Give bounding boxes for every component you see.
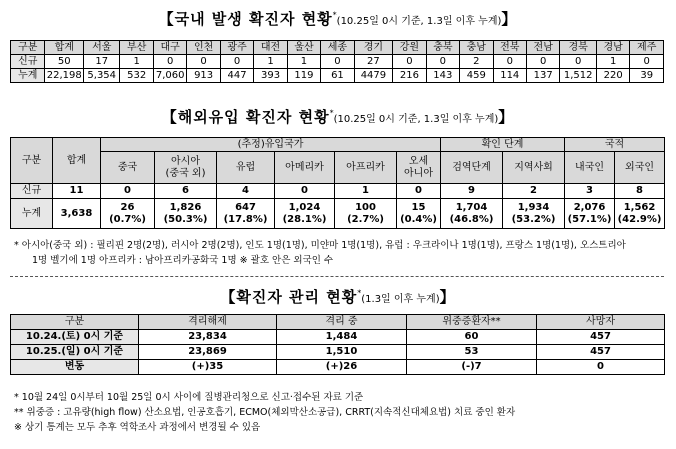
overseas-new-value: 2 <box>503 184 565 199</box>
overseas-sub-header-cell <box>217 152 275 184</box>
domestic-value-cell: 0 <box>220 55 253 69</box>
overseas-sub-header-cell <box>155 152 217 184</box>
management-value-cell: (+)26 <box>277 360 407 375</box>
overseas-new-value: 1 <box>335 184 397 199</box>
management-header-cell: 위중증환자** <box>407 315 537 330</box>
overseas-cumulative-cell <box>503 199 565 229</box>
domestic-cumulative-row <box>11 69 664 83</box>
domestic-value-cell: 1,512 <box>560 69 597 83</box>
management-value-cell: 0 <box>537 360 665 375</box>
domestic-value-cell: 0 <box>321 55 354 69</box>
overseas-sub-header-line-1: 검역단계 <box>452 161 491 173</box>
overseas-cumulative-value: 1,704 <box>455 202 488 213</box>
overseas-table <box>10 137 665 229</box>
management-row-1025 <box>11 345 665 360</box>
domestic-header-cell: 대구 <box>153 41 186 55</box>
overseas-cumulative-cell <box>397 199 441 229</box>
overseas-cumulative-cell <box>217 199 275 229</box>
management-title-text: 【확진자 관리 현황 <box>220 288 358 306</box>
domestic-header-cell: 강원 <box>393 41 426 55</box>
domestic-value-cell: 50 <box>45 55 84 69</box>
domestic-value-cell: 1 <box>596 55 629 69</box>
management-note-2: ** 위중증 : 고유량(high flow) 산소요법, 인공호흡기, ECMO(체외막산소공급), CRRT(지속적신대체요법) 치료 중인 환자 <box>14 407 516 418</box>
domestic-header-cell: 구분 <box>11 41 45 55</box>
domestic-title-end: 】 <box>501 10 518 28</box>
overseas-new-value: 0 <box>101 184 155 199</box>
overseas-sub-header-line-1: 지역사회 <box>514 161 553 173</box>
overseas-cumulative-percent: (17.8%) <box>223 213 268 225</box>
management-row-1024 <box>11 330 665 345</box>
overseas-sub-header-row <box>11 152 665 184</box>
domestic-header-cell: 인천 <box>187 41 220 55</box>
domestic-value-cell: 137 <box>526 69 559 83</box>
domestic-value-cell: 0 <box>493 55 526 69</box>
domestic-value-cell: 1 <box>287 55 320 69</box>
overseas-title-mark: * <box>329 108 334 118</box>
domestic-header-cell: 충남 <box>460 41 493 55</box>
domestic-subtitle: (10.25일 0시 기준, 1.3일 이후 누계) <box>336 16 502 27</box>
management-row-change <box>11 360 665 375</box>
overseas-subtitle: (10.25일 0시 기준, 1.3일 이후 누계) <box>333 114 499 125</box>
overseas-cumulative-percent: (2.7%) <box>347 213 384 225</box>
overseas-cumulative-percent: (50.3%) <box>163 213 208 225</box>
overseas-cumulative-percent: (0.4%) <box>400 213 437 225</box>
domestic-value-cell: 0 <box>426 55 459 69</box>
domestic-value-cell: 143 <box>426 69 459 83</box>
overseas-note-line-1: * 아시아(중국 외) : 필리핀 2명(2명), 러시아 2명(2명), 인도 1명(1명), 미얀마 1명(1명), 유럽 : 우크라이나 1명(1명), 프랑스 1명(1명), 오스트리아 <box>14 240 626 251</box>
overseas-note-line-2: 1명 벨기에 1명 아프리카 : 남아프리카공화국 1명 ※ 괄호 안은 외국인 수 <box>32 255 334 266</box>
domestic-value-cell: 532 <box>120 69 153 83</box>
overseas-new-value: 4 <box>217 184 275 199</box>
management-title <box>0 286 676 307</box>
overseas-cumulative-value: 1,826 <box>169 202 202 213</box>
overseas-title <box>0 106 676 127</box>
overseas-cumulative-total: 3,638 <box>53 199 101 229</box>
overseas-new-value: 0 <box>397 184 441 199</box>
overseas-cumulative-cell <box>615 199 665 229</box>
section-divider <box>10 276 664 277</box>
management-row-label: 10.24.(토) 0시 기준 <box>11 330 139 345</box>
domestic-value-cell: 7,060 <box>153 69 186 83</box>
domestic-value-cell: 5,354 <box>83 69 120 83</box>
overseas-cumulative-cell <box>335 199 397 229</box>
domestic-value-cell: 39 <box>630 69 664 83</box>
domestic-header-cell: 경남 <box>596 41 629 55</box>
overseas-cumulative-value: 1,562 <box>623 202 656 213</box>
overseas-title-end: 】 <box>498 108 515 126</box>
overseas-cumulative-value: 26 <box>120 202 135 213</box>
domestic-table <box>10 40 664 83</box>
management-header-row <box>11 315 665 330</box>
overseas-sub-header-line-1: 중국 <box>117 161 138 173</box>
domestic-value-cell: 0 <box>187 55 220 69</box>
overseas-header-nation-group: 국적 <box>565 138 665 152</box>
management-title-end: 】 <box>439 288 456 306</box>
management-row-label: 10.25.(일) 0시 기준 <box>11 345 139 360</box>
overseas-new-label: 신규 <box>11 184 53 199</box>
domestic-header-cell: 경북 <box>560 41 597 55</box>
overseas-cumulative-cell <box>441 199 503 229</box>
overseas-header-total: 합계 <box>53 138 101 184</box>
management-value-cell: 1,484 <box>277 330 407 345</box>
overseas-cumulative-value: 100 <box>355 202 376 213</box>
domestic-value-cell: 1 <box>254 55 287 69</box>
management-header-cell: 사망자 <box>537 315 665 330</box>
domestic-row-label: 신규 <box>11 55 45 69</box>
overseas-sub-header-line-2: (중국 외) <box>165 167 206 179</box>
overseas-notes <box>14 238 626 268</box>
overseas-cumulative-label: 누계 <box>11 199 53 229</box>
overseas-cumulative-percent: (28.1%) <box>282 213 327 225</box>
management-row-label: 변동 <box>11 360 139 375</box>
overseas-cumulative-cell <box>101 199 155 229</box>
domestic-value-cell: 0 <box>153 55 186 69</box>
management-value-cell: 23,869 <box>139 345 277 360</box>
domestic-value-cell: 4479 <box>354 69 393 83</box>
domestic-value-cell: 0 <box>560 55 597 69</box>
overseas-cumulative-cell <box>155 199 217 229</box>
overseas-sub-header-line-1: 아메리카 <box>285 161 324 173</box>
management-table <box>10 314 665 375</box>
management-title-mark: * <box>357 288 362 298</box>
overseas-cumulative-value: 15 <box>411 202 426 213</box>
domestic-title-text: 【국내 발생 확진자 현황 <box>158 10 333 28</box>
management-value-cell: 23,834 <box>139 330 277 345</box>
overseas-sub-header-cell <box>441 152 503 184</box>
overseas-sub-header-line-1: 외국인 <box>625 161 655 173</box>
management-header-cell: 격리 중 <box>277 315 407 330</box>
overseas-new-value: 6 <box>155 184 217 199</box>
domestic-value-cell: 913 <box>187 69 220 83</box>
domestic-header-cell: 대전 <box>254 41 287 55</box>
domestic-header-cell: 전남 <box>526 41 559 55</box>
domestic-value-cell: 17 <box>83 55 120 69</box>
overseas-sub-header-line-1: 아프리카 <box>346 161 385 173</box>
domestic-row-label: 누계 <box>11 69 45 83</box>
overseas-cumulative-percent: (42.9%) <box>617 213 662 225</box>
domestic-value-cell: 2 <box>460 55 493 69</box>
management-header-cell: 구분 <box>11 315 139 330</box>
overseas-cumulative-percent: (0.7%) <box>109 213 146 225</box>
management-header-cell: 격리해제 <box>139 315 277 330</box>
overseas-cumulative-cell <box>565 199 615 229</box>
overseas-sub-header-cell <box>335 152 397 184</box>
domestic-value-cell: 119 <box>287 69 320 83</box>
domestic-header-cell: 합계 <box>45 41 84 55</box>
domestic-header-row <box>11 41 664 55</box>
management-notes <box>14 390 515 435</box>
overseas-cumulative-cell <box>275 199 335 229</box>
overseas-cumulative-percent: (53.2%) <box>511 213 556 225</box>
overseas-sub-header-cell <box>615 152 665 184</box>
management-value-cell: 60 <box>407 330 537 345</box>
overseas-title-text: 【해외유입 확진자 현황 <box>161 108 330 126</box>
domestic-value-cell: 22,198 <box>46 69 82 81</box>
management-note-3: ※ 상기 통계는 모두 추후 역학조사 과정에서 변경될 수 있음 <box>14 422 261 433</box>
domestic-header-cell: 제주 <box>630 41 664 55</box>
overseas-cumulative-value: 1,024 <box>288 202 321 213</box>
overseas-sub-header-line-2: 아니아 <box>404 167 433 179</box>
domestic-value-cell: 0 <box>630 55 664 69</box>
overseas-sub-header-line-1: 내국인 <box>575 161 605 173</box>
domestic-header-cell: 충북 <box>426 41 459 55</box>
overseas-header-confirm-group: 확인 단계 <box>441 138 565 152</box>
overseas-sub-header-cell <box>275 152 335 184</box>
management-value-cell: (+)35 <box>139 360 277 375</box>
domestic-value-cell: 459 <box>460 69 493 83</box>
domestic-header-cell: 부산 <box>120 41 153 55</box>
domestic-value-cell: 393 <box>254 69 287 83</box>
management-value-cell: 457 <box>537 345 665 360</box>
domestic-header-cell: 광주 <box>220 41 253 55</box>
overseas-sub-header-line-1: 오세 <box>408 156 429 167</box>
management-subtitle: (1.3일 이후 누계) <box>361 294 440 305</box>
domestic-value-cell: 0 <box>393 55 426 69</box>
management-value-cell: (-)7 <box>407 360 537 375</box>
domestic-value-cell: 114 <box>493 69 526 83</box>
overseas-cumulative-row <box>11 199 665 229</box>
overseas-new-value: 0 <box>275 184 335 199</box>
domestic-value-cell: 0 <box>526 55 559 69</box>
overseas-cumulative-percent: (57.1%) <box>567 213 612 225</box>
domestic-value-cell: 447 <box>220 69 253 83</box>
overseas-sub-header-line-1: 유럽 <box>235 161 256 173</box>
overseas-new-value: 11 <box>53 184 101 199</box>
overseas-cumulative-percent: (46.8%) <box>449 213 494 225</box>
overseas-new-value: 9 <box>441 184 503 199</box>
domestic-new-row <box>11 55 664 69</box>
domestic-title <box>0 8 676 29</box>
overseas-new-row <box>11 184 665 199</box>
domestic-value-cell: 216 <box>393 69 426 83</box>
overseas-sub-header-line-1: 아시아 <box>171 156 200 167</box>
overseas-new-value: 3 <box>565 184 615 199</box>
management-value-cell: 1,510 <box>277 345 407 360</box>
overseas-cumulative-value: 1,934 <box>517 202 550 213</box>
overseas-group-header-row <box>11 138 665 152</box>
domestic-value-cell: 220 <box>596 69 629 83</box>
domestic-value-cell: 61 <box>321 69 354 83</box>
overseas-sub-header-cell <box>565 152 615 184</box>
domestic-header-cell: 세종 <box>321 41 354 55</box>
overseas-sub-header-cell <box>101 152 155 184</box>
management-note-1: * 10월 24일 0시부터 10월 25일 0시 사이에 질병관리청으로 신고·접수된 자료 기준 <box>14 392 364 403</box>
overseas-cumulative-value: 2,076 <box>573 202 606 213</box>
domestic-title-mark: * <box>332 10 337 20</box>
overseas-header-region-group: (추정)유입국가 <box>101 138 441 152</box>
overseas-cumulative-value: 647 <box>235 202 256 213</box>
overseas-sub-header-cell <box>503 152 565 184</box>
management-value-cell: 53 <box>407 345 537 360</box>
domestic-header-cell: 서울 <box>83 41 120 55</box>
overseas-new-value: 8 <box>615 184 665 199</box>
overseas-sub-header-cell <box>397 152 441 184</box>
domestic-header-cell: 경기 <box>354 41 393 55</box>
domestic-value-cell: 27 <box>354 55 393 69</box>
domestic-value-cell: 1 <box>120 55 153 69</box>
domestic-header-cell: 전북 <box>493 41 526 55</box>
overseas-header-gubun: 구분 <box>11 138 53 184</box>
domestic-header-cell: 울산 <box>287 41 320 55</box>
management-value-cell: 457 <box>537 330 665 345</box>
